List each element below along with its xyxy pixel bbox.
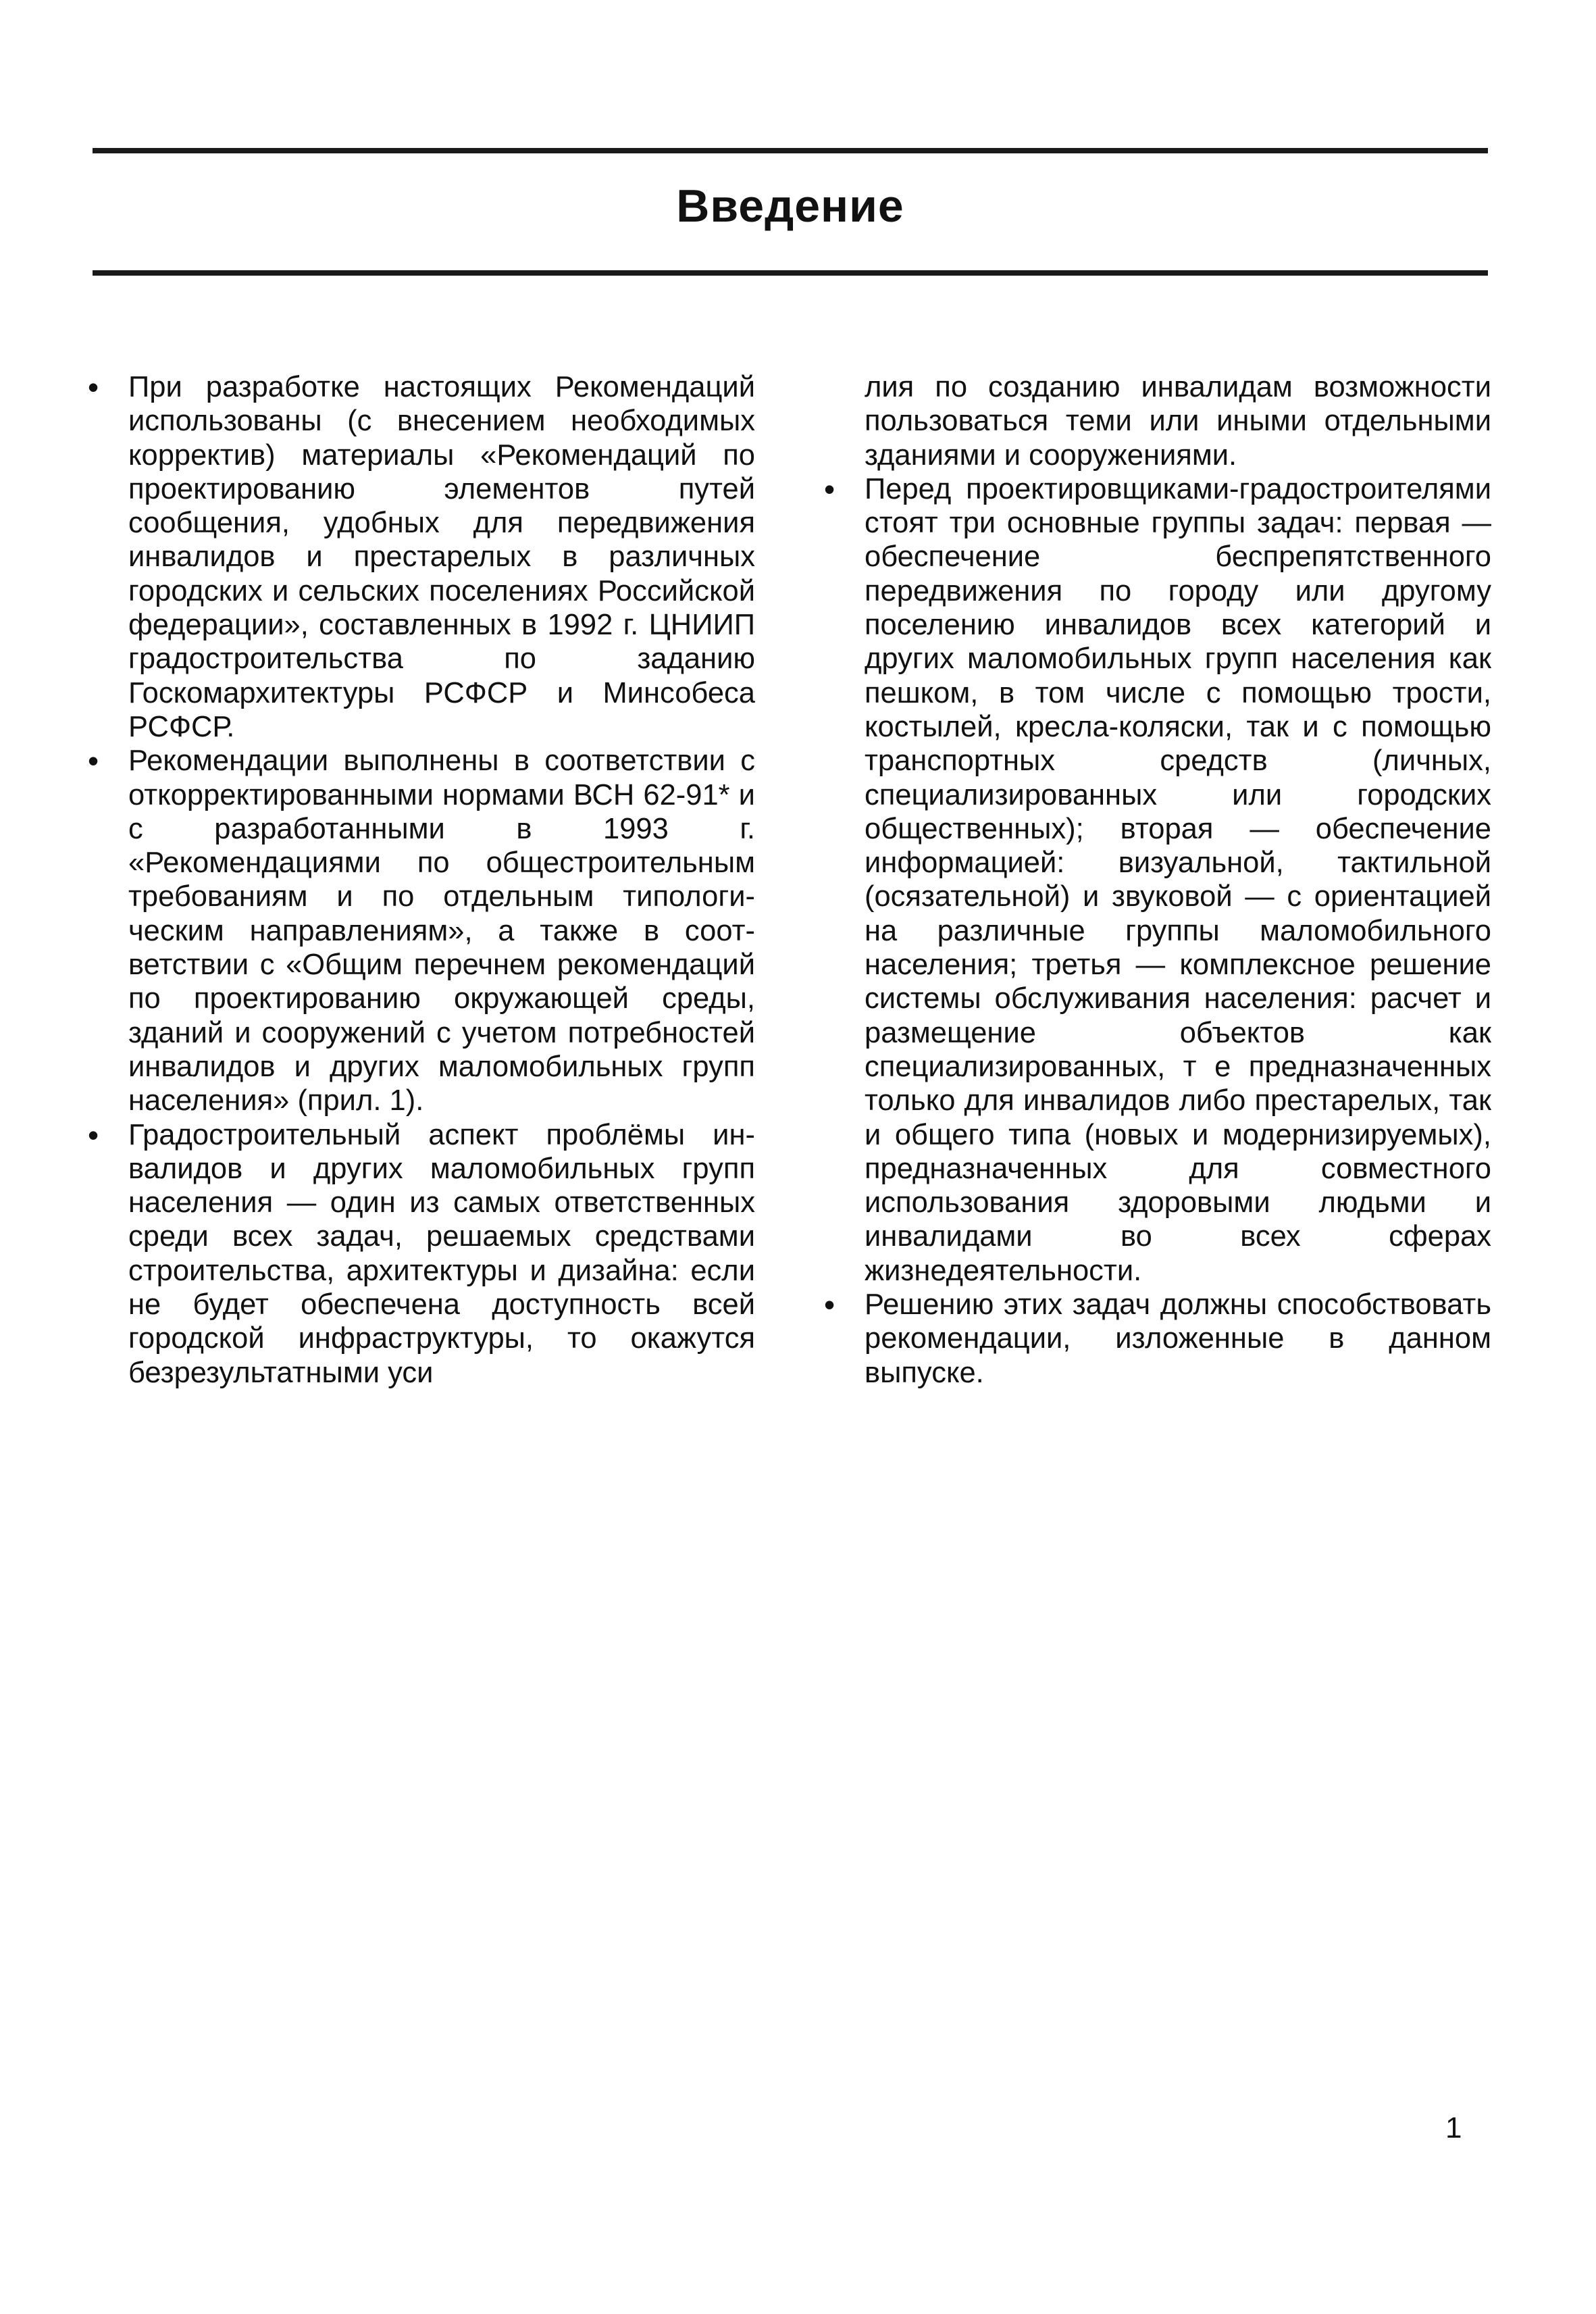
paragraph-sources: • При разработке настоящих Рекомендаций использованы (с внесением необходимых корректив) материалы «Рекомендаций по проектированию элементов путей сообщения, удобных для передвижения инвалидов и престарелых в различных городских и сельских поселениях Российской федерации», составленных в 1992 г. ЦНИИП градостроительства по заданию Госкомархитектуры РСФСР и Минсобеса РСФСР. bbox=[128, 370, 755, 744]
paragraph-compliance: • Рекомендации выполнены в соответствии с откорректированными нормами ВСН 62-91* и с разработанными в 1993 г. «Рекомендациями по общестроительным требованиям и по отдельным типологическим направлениям», а также в соответствии с «Общим перечнем рекомендаций по проектированию окружающей среды, зданий и сооружений с учетом потребностей инвалидов и других маломобильных групп населения» (прил. 1). bbox=[128, 744, 755, 1117]
right-column bbox=[865, 370, 1491, 1390]
paragraph-recommendations: • Решению этих задач должны способствовать рекомендации, изложенные в данном выпуске. bbox=[865, 1288, 1491, 1390]
paragraph-urban-aspect: • Градостроительный аспект проблёмы инвалидов и других маломобильных групп населения — один из самых ответственных среди всех задач, решаемых средствами строительства, архитектуры и дизайна: если не будет обеспечена доступность всей городской инфраструктуры, то окажутся безрезультатными уси bbox=[128, 1118, 755, 1390]
header-bottom-rule bbox=[93, 270, 1488, 276]
paragraph-planner-tasks: • Перед проектировщиками-градостроителями стоят три основные группы задач: первая — обеспечение беспрепятственного передвижения по городу или другому поселению инвалидов всех категорий и других маломобильных групп населения как пешком, в том числе с помощью трости, костылей, кресла-коляски, так и с помощью транспортных средств (личных, специализированных или городских общественных); вторая — обеспечение информацией: визуальной, тактильной (осязательной) и звуковой — с ориентацией на различные группы маломобильного населения; третья — комплексное решение системы обслуживания населения: расчет и размещение объектов как специализированных, т е предназначенных только для инвалидов либо престарелых, так и общего типа (новых и модернизируемых), предназначенных для совместного использования здоровыми людьми и инвалидами во всех сферах жизнедеятельности. bbox=[865, 472, 1491, 1288]
header-top-rule bbox=[93, 148, 1488, 153]
paragraph-urban-aspect-continued: лия по созданию инвалидам возможности пользоваться теми или иными отдельными зданиями и сооружениями. bbox=[865, 371, 1491, 472]
page-number: 1 bbox=[1445, 2111, 1462, 2144]
left-column bbox=[128, 370, 755, 1390]
page-title: Введение bbox=[676, 180, 904, 232]
